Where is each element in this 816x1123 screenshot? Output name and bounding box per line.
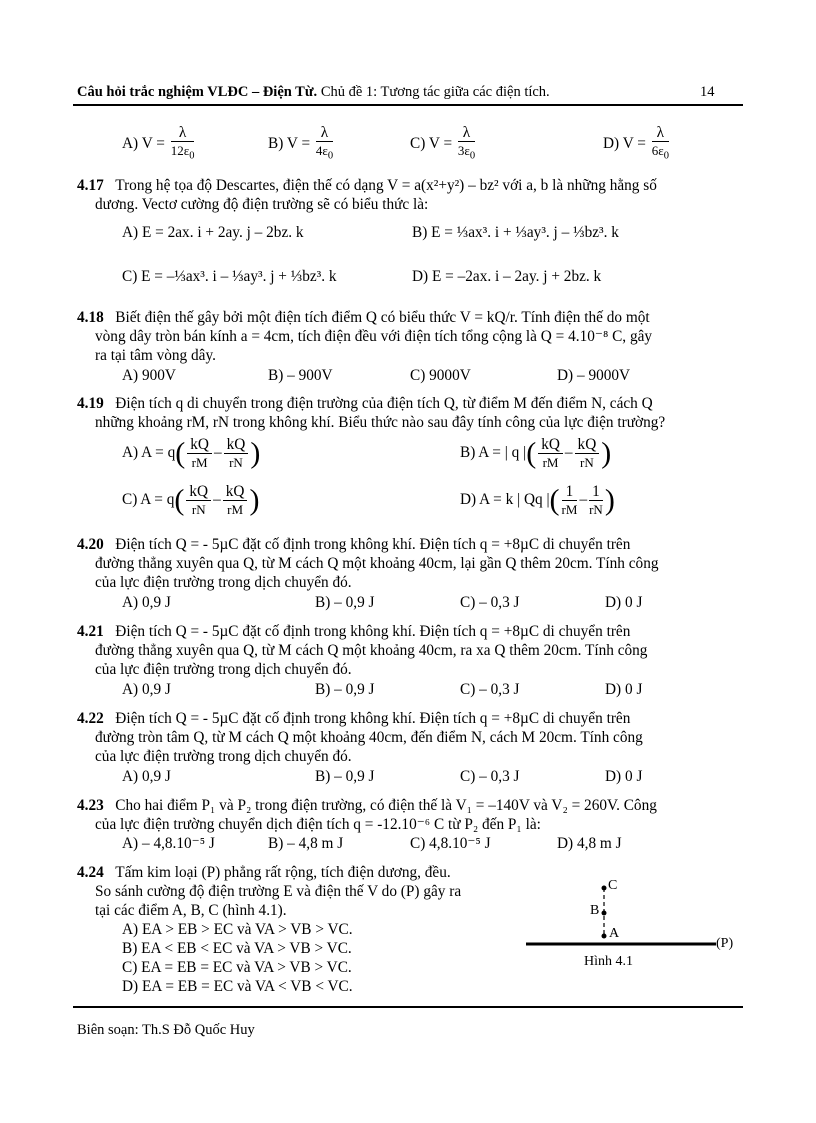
figure-label-b: B xyxy=(590,903,600,918)
q420-option-b: B) – 0,9 J xyxy=(315,594,375,611)
header-title-rest: Chủ đề 1: Tương tác giữa các điện tích. xyxy=(317,84,550,100)
q422-line2: đường tròn tâm Q, từ M cách Q một khoảng 40cm, đến điểm N, cách M 20cm. Tính công xyxy=(95,729,643,746)
q424-option-b: B) EA < EB < EC và VA > VB > VC. xyxy=(122,940,352,957)
q422-option-a: A) 0,9 J xyxy=(122,768,171,785)
figure-label-c: C xyxy=(608,878,618,893)
q418-option-a: A) 900V xyxy=(122,367,176,384)
q423-line2: của lực điện trường chuyển dịch điện tích q = -12.10⁻⁶ C từ P₂ đến P₁ là: xyxy=(95,816,541,833)
q421-line2: đường thẳng xuyên qua Q, từ M cách Q một khoảng 40cm, ra xa Q thêm 20cm. Tính công xyxy=(95,642,648,659)
q416-option-d: D) V = $\frac{\lambda}{6\varepsilon_0}$ xyxy=(603,124,669,162)
q419-option-d: D) A = k | Qq |( $\frac{1}{rM}$ – $\frac{1}{rN}$ ) xyxy=(460,483,615,517)
header-rule xyxy=(73,104,743,106)
q423-line1: 4.23 Cho hai điểm P₁ và P₂ trong điện trường, có điện thế là V₁ = –140V và V₂ = 260V. Công xyxy=(77,797,657,814)
q424-option-a: A) EA > EB > EC và VA > VB > VC. xyxy=(122,921,353,938)
header-title-bold: Câu hỏi trắc nghiệm VLĐC – Điện Từ. xyxy=(77,84,318,100)
q423-option-d: D) 4,8 m J xyxy=(557,835,622,852)
q420-option-d: D) 0 J xyxy=(605,594,643,611)
q419-line1: 4.19 Điện tích q di chuyển trong điện trường của điện tích Q, từ điểm M đến điểm N, cách Q xyxy=(77,395,653,412)
q418-line3: ra tại tâm vòng dây. xyxy=(95,347,216,364)
q421-number: 4.21 xyxy=(77,623,104,640)
figure-label-p: (P) xyxy=(716,936,734,951)
q421-option-d: D) 0 J xyxy=(605,681,643,698)
q420-line2: đường thẳng xuyên qua Q, từ M cách Q một khoảng 40cm, lại gần Q thêm 20cm. Tính công xyxy=(95,555,659,572)
point-b-dot xyxy=(602,911,607,916)
q424-line2: So sánh cường độ điện trường E và điện thế V do (P) gây ra xyxy=(95,883,462,900)
q422-option-d: D) 0 J xyxy=(605,768,643,785)
q424-line1: 4.24 Tấm kim loại (P) phẳng rất rộng, tích điện dương, đều. xyxy=(77,864,451,881)
q416-option-b: B) V = $\frac{\lambda}{4\varepsilon_0}$ xyxy=(268,124,334,162)
q423-option-b: B) – 4,8 m J xyxy=(268,835,344,852)
q421-line3: của lực điện trường trong dịch chuyển đó. xyxy=(95,661,352,678)
q419-option-b: B) A = | q |( $\frac{kQ}{rM}$ – $\frac{kQ}{rN}$ ) xyxy=(460,436,612,470)
q424-number: 4.24 xyxy=(77,864,104,881)
figure-4-1 xyxy=(520,870,750,980)
footer-author: Biên soạn: Th.S Đỗ Quốc Huy xyxy=(77,1022,255,1038)
q417-number: 4.17 xyxy=(77,177,104,194)
q422-number: 4.22 xyxy=(77,710,104,727)
figure-caption: Hình 4.1 xyxy=(584,954,633,969)
q416-option-a: A) V = $\frac{\lambda}{12\varepsilon_0}$ xyxy=(122,124,195,162)
q417-option-d: D) E = –2ax. i – 2ay. j + 2bz. k xyxy=(412,268,602,285)
q423-option-c: C) 4,8.10⁻⁵ J xyxy=(410,835,491,852)
q417-option-c: C) E = –⅓ax³. i – ⅓ay³. j + ⅓bz³. k xyxy=(122,268,337,285)
q419-option-a: A) A = q( $\frac{kQ}{rM}$ – $\frac{kQ}{rN}$ ) xyxy=(122,436,261,470)
q417-line2: dương. Vectơ cường độ điện trường sẽ có biểu thức là: xyxy=(95,196,429,213)
q424-option-d: D) EA = EB = EC và VA < VB < VC. xyxy=(122,978,353,995)
q421-option-b: B) – 0,9 J xyxy=(315,681,375,698)
page-header-title xyxy=(77,84,550,101)
q417-option-b: B) E = ⅓ax³. i + ⅓ay³. j – ⅓bz³. k xyxy=(412,224,619,241)
q422-line3: của lực điện trường trong dịch chuyển đó. xyxy=(95,748,352,765)
q419-option-c: C) A = q( $\frac{kQ}{rN}$ – $\frac{kQ}{rM}$ ) xyxy=(122,483,260,517)
q421-option-c: C) – 0,3 J xyxy=(460,681,520,698)
point-c-dot xyxy=(602,886,607,891)
footer-rule xyxy=(73,1006,743,1008)
q421-line1: 4.21 Điện tích Q = - 5µC đặt cố định trong không khí. Điện tích q = +8µC di chuyển trên xyxy=(77,623,631,640)
q421-option-a: A) 0,9 J xyxy=(122,681,171,698)
q418-line1: 4.18 Biết điện thế gây bởi một điện tích điểm Q có biểu thức V = kQ/r. Tính điện thế do một xyxy=(77,309,650,326)
q417-option-a: A) E = 2ax. i + 2ay. j – 2bz. k xyxy=(122,224,304,241)
q422-option-b: B) – 0,9 J xyxy=(315,768,375,785)
q424-line3: tại các điểm A, B, C (hình 4.1). xyxy=(95,902,287,919)
q420-line3: của lực điện trường trong dịch chuyển đó. xyxy=(95,574,352,591)
q420-option-c: C) – 0,3 J xyxy=(460,594,520,611)
q418-number: 4.18 xyxy=(77,309,104,326)
q420-line1: 4.20 Điện tích Q = - 5µC đặt cố định trong không khí. Điện tích q = +8µC di chuyển trên xyxy=(77,536,631,553)
q420-number: 4.20 xyxy=(77,536,104,553)
q417-line1: 4.17 Trong hệ tọa độ Descartes, điện thế có dạng V = a(x²+y²) – bz² với a, b là những hằng số xyxy=(77,177,657,194)
q418-option-b: B) – 900V xyxy=(268,367,333,384)
page-number: 14 xyxy=(700,84,715,100)
q422-line1: 4.22 Điện tích Q = - 5µC đặt cố định trong không khí. Điện tích q = +8µC di chuyển trên xyxy=(77,710,631,727)
q419-line2: những khoảng rM, rN trong không khí. Biểu thức nào sau đây tính công của lực điện trường? xyxy=(95,414,666,431)
q418-option-c: C) 9000V xyxy=(410,367,471,384)
q418-line2: vòng dây tròn bán kính a = 4cm, tích điện đều với điện tích tổng cộng là Q = 4.10⁻⁸ C, gây xyxy=(95,328,653,345)
q423-option-a: A) – 4,8.10⁻⁵ J xyxy=(122,835,215,852)
q419-number: 4.19 xyxy=(77,395,104,412)
q420-option-a: A) 0,9 J xyxy=(122,594,171,611)
q418-option-d: D) – 9000V xyxy=(557,367,631,384)
q422-option-c: C) – 0,3 J xyxy=(460,768,520,785)
q423-number: 4.23 xyxy=(77,797,104,814)
q416-option-c: C) V = $\frac{\lambda}{3\varepsilon_0}$ xyxy=(410,124,476,162)
point-a-dot xyxy=(602,934,607,939)
figure-label-a: A xyxy=(609,926,620,941)
q424-option-c: C) EA = EB = EC và VA > VB > VC. xyxy=(122,959,352,976)
